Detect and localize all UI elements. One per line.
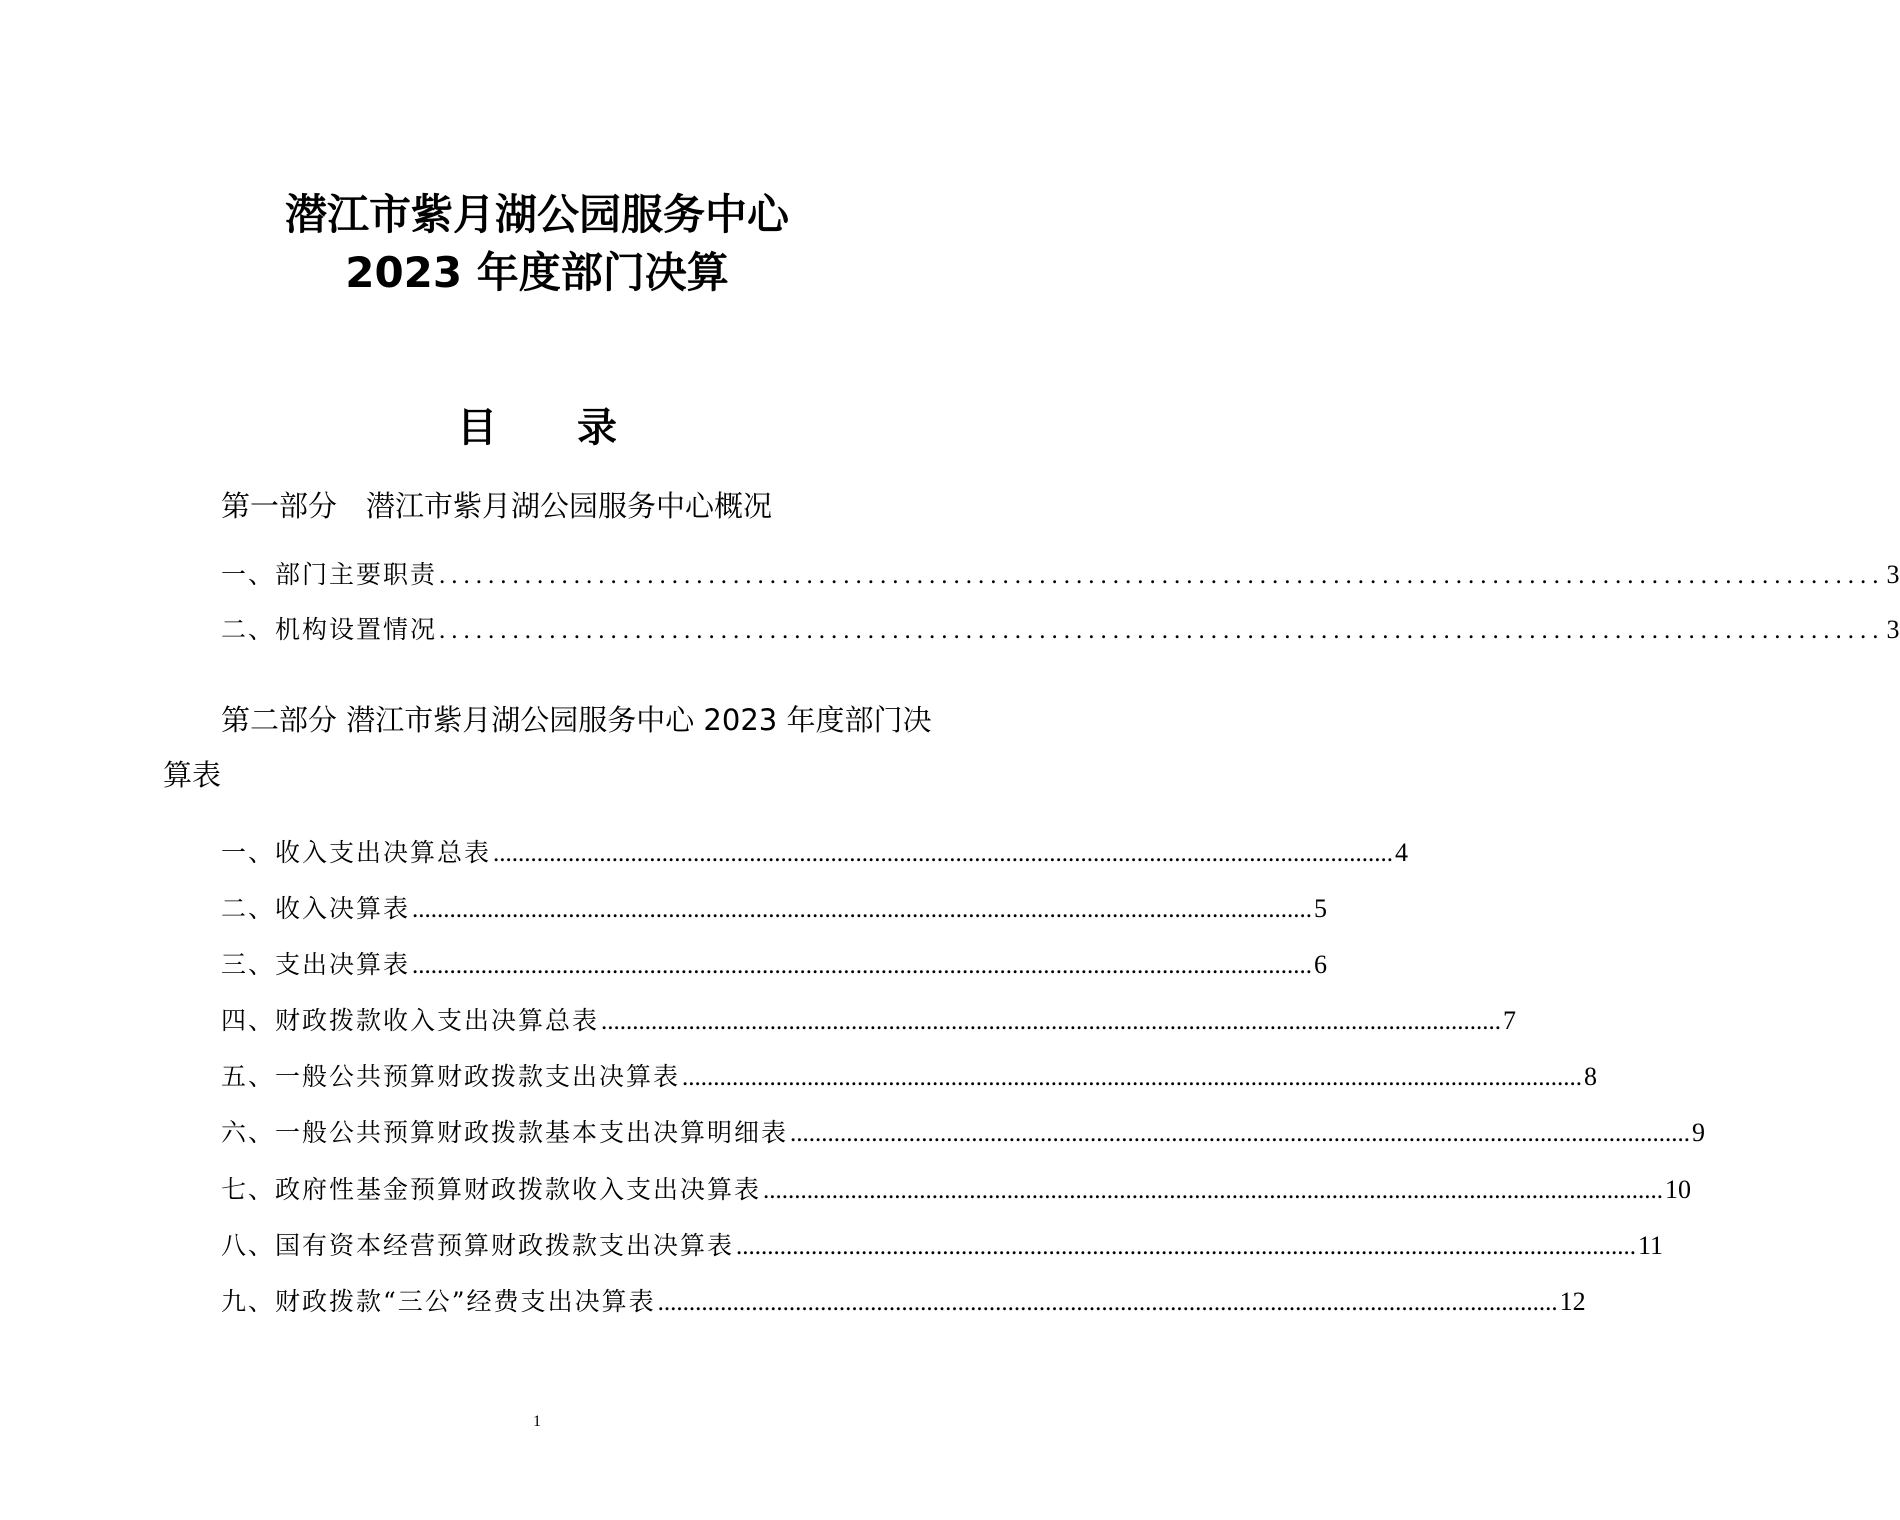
- toc-page-number: 4: [1395, 838, 1409, 867]
- toc-page-number: 5: [1314, 894, 1328, 923]
- toc-leader-dots: ................................................................................................................................................: [682, 1064, 1583, 1091]
- toc-heading: 目 录: [457, 405, 617, 451]
- toc-page-number: 7: [1503, 1006, 1517, 1035]
- toc-leader-dots: ................................................................................................................................................: [412, 896, 1313, 923]
- toc-leader-dots: ................................................................................................................................................: [657, 1289, 1558, 1316]
- toc-entry[interactable]: [221, 1057, 1598, 1097]
- toc-page-number: 8: [1584, 1062, 1598, 1091]
- toc-page-number: 11: [1638, 1231, 1664, 1260]
- toc-entry[interactable]: [221, 555, 1900, 595]
- part1-heading: 第一部分 潜江市紫月湖公园服务中心概况: [221, 489, 773, 523]
- toc-entry-label: 三、支出决算表: [221, 950, 411, 979]
- toc-entry[interactable]: [221, 1282, 1586, 1322]
- page-number-footer: 1: [533, 1413, 541, 1430]
- toc-leader-dots: ......................................................................................................................: [439, 562, 1885, 589]
- toc-leader-dots: ......................................................................................................................: [439, 617, 1885, 644]
- toc-page-number: 12: [1559, 1287, 1586, 1316]
- toc-page-number: 3: [1886, 615, 1900, 644]
- toc-leader-dots: ................................................................................................................................................: [493, 840, 1394, 867]
- toc-entry[interactable]: [221, 1113, 1706, 1153]
- toc-leader-dots: ................................................................................................................................................: [412, 952, 1313, 979]
- document-title-line-1: 潜江市紫月湖公园服务中心: [284, 190, 789, 239]
- part2-heading-line-2: 算表: [163, 758, 222, 792]
- toc-leader-dots: ................................................................................................................................................: [601, 1008, 1502, 1035]
- toc-entry-label: 五、一般公共预算财政拨款支出决算表: [221, 1062, 681, 1091]
- part2-heading-line-1: 第二部分 潜江市紫月湖公园服务中心 2023 年度部门决: [221, 703, 932, 737]
- toc-entry-label: 八、国有资本经营预算财政拨款支出决算表: [221, 1231, 735, 1260]
- toc-entry-label: 九、财政拨款“三公”经费支出决算表: [221, 1287, 656, 1316]
- toc-entry-label: 二、收入决算表: [221, 894, 411, 923]
- toc-page-number: 6: [1314, 950, 1328, 979]
- toc-entry-label: 一、部门主要职责: [221, 560, 438, 589]
- toc-leader-dots: ................................................................................................................................................: [736, 1233, 1637, 1260]
- document-title-line-2: 2023 年度部门决算: [345, 248, 729, 297]
- toc-page-number: 9: [1692, 1118, 1706, 1147]
- toc-entry-label: 七、政府性基金预算财政拨款收入支出决算表: [221, 1175, 762, 1204]
- toc-entry[interactable]: [221, 610, 1900, 650]
- toc-entry-label: 六、一般公共预算财政拨款基本支出决算明细表: [221, 1118, 789, 1147]
- toc-entry[interactable]: [221, 945, 1328, 985]
- toc-entry-label: 二、机构设置情况: [221, 615, 438, 644]
- toc-page-number: 10: [1665, 1175, 1692, 1204]
- toc-entry[interactable]: [221, 1170, 1692, 1210]
- toc-entry[interactable]: [221, 833, 1409, 873]
- toc-leader-dots: ................................................................................................................................................: [790, 1120, 1691, 1147]
- toc-entry[interactable]: [221, 1001, 1517, 1041]
- toc-page-number: 3: [1886, 560, 1900, 589]
- toc-leader-dots: ................................................................................................................................................: [763, 1177, 1664, 1204]
- toc-entry[interactable]: [221, 1226, 1664, 1266]
- toc-entry[interactable]: [221, 889, 1328, 929]
- toc-entry-label: 一、收入支出决算总表: [221, 838, 492, 867]
- toc-entry-label: 四、财政拨款收入支出决算总表: [221, 1006, 600, 1035]
